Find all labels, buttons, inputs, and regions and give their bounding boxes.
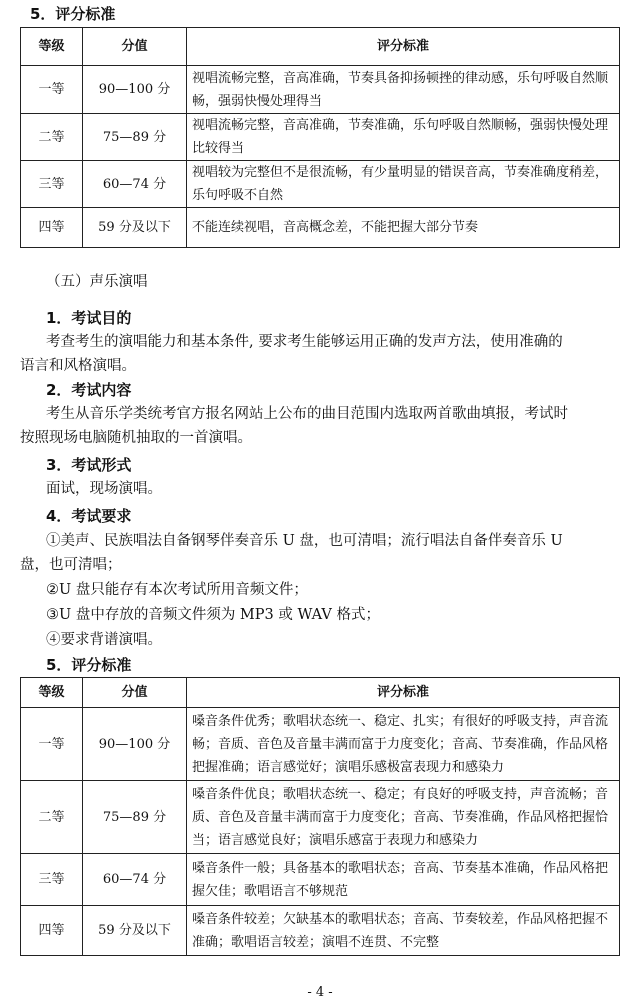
table-row xyxy=(21,708,620,781)
level-cell: 四等 xyxy=(21,208,83,248)
section-title: （五）声乐演唱 xyxy=(46,274,148,290)
criteria-cell: 视唱较为完整但不是很流畅，有少量明显的错误音高，节奏准确度稍差，乐句呼吸不自然 xyxy=(187,161,620,208)
paragraph-purpose-line2: 语言和风格演唱。 xyxy=(20,358,136,374)
col-header-level: 等级 xyxy=(21,28,83,66)
table-row xyxy=(21,208,620,248)
col-header-criteria: 评分标准 xyxy=(187,28,620,66)
requirement-4: ④要求背谱演唱。 xyxy=(46,632,162,648)
table-header-row xyxy=(21,678,620,708)
col-header-score: 分值 xyxy=(83,678,187,708)
criteria-cell: 视唱流畅完整，音高准确，节奏准确，乐句呼吸自然顺畅，强弱快慢处理比较得当 xyxy=(187,114,620,161)
table-header-row xyxy=(21,28,620,66)
level-cell: 三等 xyxy=(21,161,83,208)
table-row xyxy=(21,854,620,906)
level-cell: 一等 xyxy=(21,708,83,781)
paragraph-content-line1: 考生从音乐学类统考官方报名网站上公布的曲目范围内选取两首歌曲填报，考试时 xyxy=(46,406,568,422)
requirement-2: ②U 盘只能存有本次考试所用音频文件； xyxy=(46,582,308,598)
level-cell: 二等 xyxy=(21,781,83,854)
score-cell: 60—74 分 xyxy=(83,854,187,906)
subheading-requirements: 4．考试要求 xyxy=(46,507,132,525)
col-header-criteria: 评分标准 xyxy=(187,678,620,708)
paragraph-purpose-line1: 考查考生的演唱能力和基本条件, 要求考生能够运用正确的发声方法，使用准确的 xyxy=(46,334,563,350)
criteria-cell: 不能连续视唱，音高概念差，不能把握大部分节奏 xyxy=(187,208,620,248)
criteria-cell: 嗓音条件优良；歌唱状态统一、稳定；有良好的呼吸支持，声音流畅；音质、音色及音量丰满而富于力度变化；音高、节奏准确，作品风格把握恰当；语言感觉良好；演唱乐感富于表现力和感染力 xyxy=(187,781,620,854)
level-cell: 四等 xyxy=(21,906,83,956)
table-row xyxy=(21,114,620,161)
level-cell: 三等 xyxy=(21,854,83,906)
score-cell: 59 分及以下 xyxy=(83,906,187,956)
level-cell: 一等 xyxy=(21,66,83,114)
score-cell: 90—100 分 xyxy=(83,66,187,114)
score-cell: 75—89 分 xyxy=(83,114,187,161)
section-heading-scoring-top: 5．评分标准 xyxy=(30,5,116,23)
criteria-cell: 嗓音条件优秀；歌唱状态统一、稳定、扎实；有很好的呼吸支持，声音流畅；音质、音色及音量丰满而富于力度变化；音高、节奏准确，作品风格把握准确；语言感觉好；演唱乐感极富表现力和感染力 xyxy=(187,708,620,781)
paragraph-content-line2: 按照现场电脑随机抽取的一首演唱。 xyxy=(20,430,252,446)
criteria-cell: 嗓音条件较差；欠缺基本的歌唱状态；音高、节奏较差，作品风格把握不准确；歌唱语言较差；演唱不连贯、不完整 xyxy=(187,906,620,956)
criteria-cell: 嗓音条件一般；具备基本的歌唱状态；音高、节奏基本准确，作品风格把握欠佳；歌唱语言不够规范 xyxy=(187,854,620,906)
table-row xyxy=(21,161,620,208)
score-cell: 75—89 分 xyxy=(83,781,187,854)
table-row xyxy=(21,66,620,114)
scoring-table-sight-singing xyxy=(20,27,620,248)
col-header-score: 分值 xyxy=(83,28,187,66)
subheading-content: 2．考试内容 xyxy=(46,381,132,399)
score-cell: 59 分及以下 xyxy=(83,208,187,248)
subheading-purpose: 1．考试目的 xyxy=(46,309,132,327)
requirement-1-line2: 盘，也可清唱； xyxy=(20,557,122,573)
requirement-1-line1: ①美声、民族唱法自备钢琴伴奏音乐 U 盘，也可清唱；流行唱法自备伴奏音乐 U xyxy=(46,533,563,549)
requirement-3: ③U 盘中存放的音频文件须为 MP3 或 WAV 格式； xyxy=(46,607,380,623)
level-cell: 二等 xyxy=(21,114,83,161)
score-cell: 60—74 分 xyxy=(83,161,187,208)
scoring-table-vocal xyxy=(20,677,620,956)
score-cell: 90—100 分 xyxy=(83,708,187,781)
page-number: - 4 - xyxy=(307,985,333,1000)
subheading-format: 3．考试形式 xyxy=(46,456,132,474)
table-row xyxy=(21,906,620,956)
paragraph-format: 面试，现场演唱。 xyxy=(46,481,162,497)
col-header-level: 等级 xyxy=(21,678,83,708)
criteria-cell: 视唱流畅完整，音高准确，节奏具备抑扬顿挫的律动感，乐句呼吸自然顺畅，强弱快慢处理得当 xyxy=(187,66,620,114)
table-row xyxy=(21,781,620,854)
subheading-scoring: 5．评分标准 xyxy=(46,656,132,674)
